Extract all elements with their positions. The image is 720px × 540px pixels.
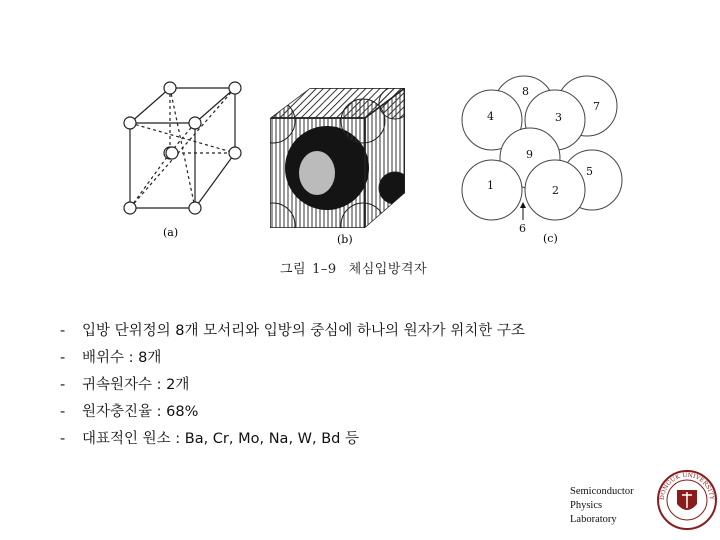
atom-number-7: 7 bbox=[593, 100, 600, 113]
seal-text: DONGUK UNIVERSITY bbox=[658, 471, 716, 501]
caption-number: 1–9 bbox=[312, 262, 337, 277]
lab-name bbox=[570, 485, 634, 527]
bullet-dash: - bbox=[60, 377, 66, 393]
bcc-figure bbox=[95, 68, 655, 288]
lab-line-3: Laboratory bbox=[570, 514, 617, 525]
university-seal-icon bbox=[656, 462, 718, 538]
bcc-lattice-diagram-a bbox=[130, 88, 235, 208]
lab-line-2: Physics bbox=[570, 500, 603, 511]
bullet-dash: - bbox=[60, 350, 66, 366]
bullet-dash: - bbox=[60, 404, 66, 420]
bullet-list bbox=[60, 318, 525, 453]
bullet-text: 대표적인 원소 : Ba, Cr, Mo, Na, W, Bd 등 bbox=[82, 431, 359, 447]
list-item bbox=[60, 345, 525, 372]
list-item bbox=[60, 426, 525, 453]
bullet-text: 입방 단위정의 8개 모서리와 입방의 중심에 하나의 원자가 위치한 구조 bbox=[82, 323, 525, 339]
atom-number-9: 9 bbox=[526, 148, 533, 161]
atom-number-6: 6 bbox=[519, 222, 526, 235]
caption-prefix: 그림 bbox=[280, 262, 307, 277]
bullet-dash: - bbox=[60, 323, 66, 339]
figure-caption bbox=[280, 258, 427, 277]
bullet-text: 원자충진율 : 68% bbox=[82, 404, 199, 420]
atom-number-5: 5 bbox=[586, 165, 593, 178]
list-item bbox=[60, 318, 525, 345]
atom-number-3: 3 bbox=[555, 111, 562, 124]
bullet-text: 귀속원자수 : 2개 bbox=[82, 377, 190, 393]
label-a: (a) bbox=[163, 226, 179, 239]
atom-number-4: 4 bbox=[487, 110, 494, 123]
label-c: (c) bbox=[543, 232, 558, 245]
lab-line-1: Semiconductor bbox=[570, 486, 634, 497]
bullet-dash: - bbox=[60, 431, 66, 447]
arrow-head bbox=[520, 202, 526, 208]
bullet-text: 배위수 : 8개 bbox=[82, 350, 162, 366]
list-item bbox=[60, 399, 525, 426]
atom-number-8: 8 bbox=[522, 85, 529, 98]
label-b: (b) bbox=[337, 233, 353, 246]
atom-number-2: 2 bbox=[552, 184, 559, 197]
list-item bbox=[60, 372, 525, 399]
atom-number-1: 1 bbox=[487, 179, 494, 192]
caption-title: 체심입방격자 bbox=[348, 262, 428, 277]
bcc-atom-packing-diagram-c bbox=[462, 76, 622, 220]
